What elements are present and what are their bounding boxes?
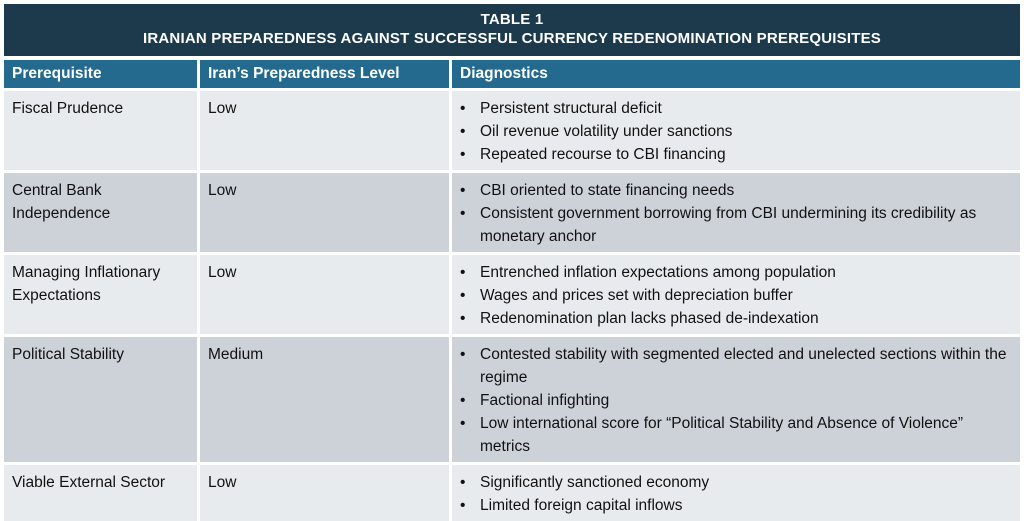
prerequisite-cell: Central Bank Independence	[4, 170, 200, 252]
list-item	[460, 494, 1012, 517]
bullet-icon: •	[460, 392, 466, 409]
diagnostics-cell	[452, 88, 1020, 170]
preparedness-table	[4, 60, 1020, 521]
diagnostics-cell	[452, 334, 1020, 462]
diagnostics-list	[460, 343, 1012, 458]
prerequisite-cell: Viable External Sector	[4, 462, 200, 521]
prerequisite-cell: Managing Inflationary Expectations	[4, 252, 200, 334]
list-item	[460, 120, 1012, 143]
diagnostics-cell	[452, 462, 1020, 521]
table-caption: IRANIAN PREPAREDNESS AGAINST SUCCESSFUL CURRENCY REDENOMINATION PREREQUISITES	[143, 30, 881, 47]
table-row	[4, 462, 1020, 521]
bullet-icon: •	[460, 497, 466, 514]
header-diagnostics: Diagnostics	[452, 60, 1020, 88]
diagnostic-text: Significantly sanctioned economy	[480, 474, 710, 491]
level-cell: Low	[200, 88, 452, 170]
header-row	[4, 60, 1020, 88]
bullet-icon: •	[460, 346, 466, 363]
diagnostic-text: Repeated recourse to CBI financing	[480, 146, 726, 163]
diagnostic-text: Entrenched inflation expectations among population	[480, 264, 836, 281]
list-item	[460, 261, 1012, 284]
diagnostic-text: Persistent structural deficit	[480, 100, 662, 117]
list-item	[460, 389, 1012, 412]
list-item	[460, 343, 1012, 389]
list-item	[460, 471, 1012, 494]
list-item	[460, 202, 1012, 248]
bullet-icon: •	[460, 182, 466, 199]
level-cell: Low	[200, 462, 452, 521]
bullet-icon: •	[460, 146, 466, 163]
list-item	[460, 284, 1012, 307]
bullet-icon: •	[460, 123, 466, 140]
bullet-icon: •	[460, 310, 466, 327]
table-row	[4, 252, 1020, 334]
header-preparedness-level: Iran’s Preparedness Level	[200, 60, 452, 88]
table-number: TABLE 1	[480, 11, 544, 28]
diagnostics-list	[460, 179, 1012, 248]
header-prerequisite: Prerequisite	[4, 60, 200, 88]
diagnostic-text: Redenomination plan lacks phased de-indexation	[480, 310, 819, 327]
bullet-icon: •	[460, 100, 466, 117]
bullet-icon: •	[460, 474, 466, 491]
bullet-icon: •	[460, 415, 466, 432]
level-cell: Low	[200, 170, 452, 252]
diagnostic-text: Oil revenue volatility under sanctions	[480, 123, 733, 140]
bullet-icon: •	[460, 287, 466, 304]
diagnostic-text: Wages and prices set with depreciation buffer	[480, 287, 793, 304]
diagnostic-text: Low international score for “Political Stability and Absence of Violence” metrics	[480, 415, 964, 455]
table-row	[4, 88, 1020, 170]
table-row	[4, 170, 1020, 252]
diagnostic-text: Factional infighting	[480, 392, 610, 409]
list-item	[460, 143, 1012, 166]
diagnostics-cell	[452, 170, 1020, 252]
diagnostic-text: Consistent government borrowing from CBI undermining its credibility as monetary anchor	[480, 205, 977, 245]
list-item	[460, 412, 1012, 458]
diagnostic-text: CBI oriented to state financing needs	[480, 182, 735, 199]
diagnostic-text: Limited foreign capital inflows	[480, 497, 683, 514]
diagnostics-list	[460, 97, 1012, 166]
diagnostics-list	[460, 261, 1012, 330]
list-item	[460, 179, 1012, 202]
diagnostics-list	[460, 471, 1012, 517]
list-item	[460, 97, 1012, 120]
list-item	[460, 307, 1012, 330]
bullet-icon: •	[460, 205, 466, 222]
table-row	[4, 334, 1020, 462]
diagnostics-cell	[452, 252, 1020, 334]
table-title	[4, 4, 1020, 56]
level-cell: Low	[200, 252, 452, 334]
prerequisite-cell: Political Stability	[4, 334, 200, 462]
level-cell: Medium	[200, 334, 452, 462]
prerequisite-cell: Fiscal Prudence	[4, 88, 200, 170]
bullet-icon: •	[460, 264, 466, 281]
diagnostic-text: Contested stability with segmented elected and unelected sections within the regime	[480, 346, 1007, 386]
